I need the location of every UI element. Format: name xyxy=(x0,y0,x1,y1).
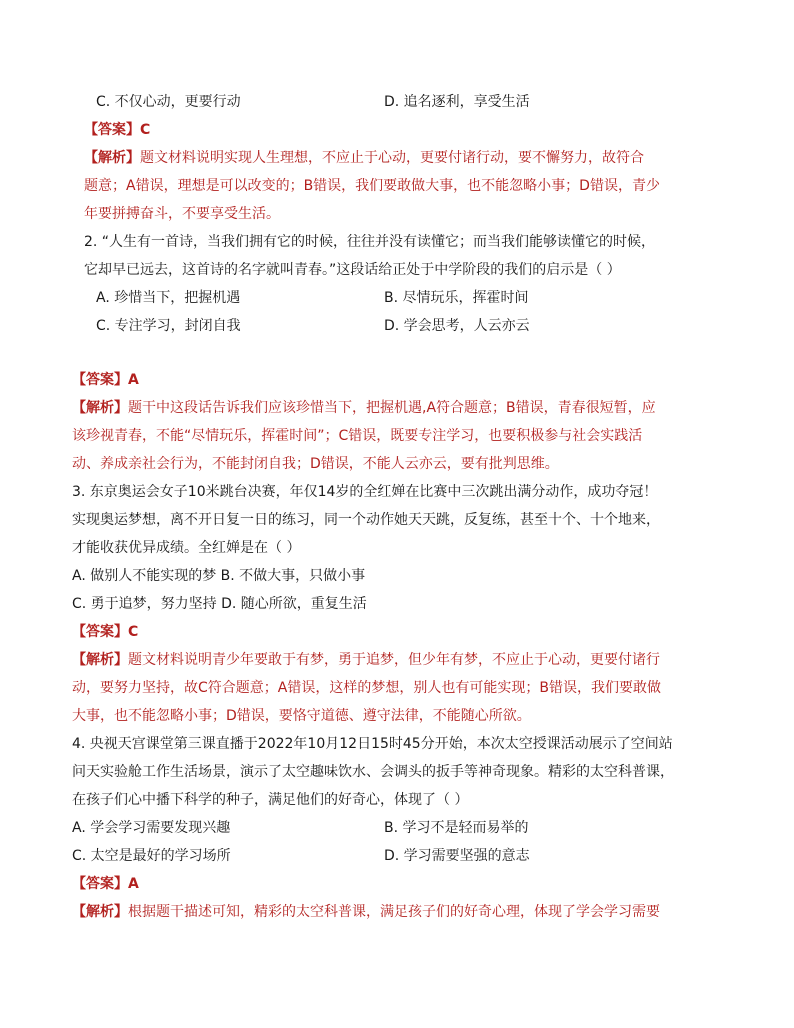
q4-option-c: C. 太空是最好的学习场所 xyxy=(72,848,231,864)
q4-option-d: D. 学习需要坚强的意志 xyxy=(384,848,530,864)
q2-option-b: B. 尽情玩乐，挥霍时间 xyxy=(384,290,529,306)
answer-label: 【答案】 xyxy=(84,122,140,138)
answer-label: 【答案】 xyxy=(72,624,128,640)
q3-options-cd: C. 勇于追梦，努力坚持 D. 随心所欲，重复生活 xyxy=(72,596,367,612)
q2-stem-line: 它却早已远去，这首诗的名字就叫青春。”这段话给正处于中学阶段的我们的启示是（ ） xyxy=(84,262,621,278)
q3-answer xyxy=(72,622,138,642)
answer-value: A xyxy=(128,876,139,892)
answer-value: C xyxy=(128,624,139,640)
q2-analysis-line xyxy=(72,398,656,418)
q4-analysis-line xyxy=(72,902,660,922)
answer-label: 【答案】 xyxy=(72,876,128,892)
analysis-label: 【解析】 xyxy=(84,150,140,166)
q3-stem-line: 才能收获优异成绩。全红婵是在（ ） xyxy=(72,540,301,556)
answer-label: 【答案】 xyxy=(72,372,128,388)
answer-value: A xyxy=(128,372,139,388)
q1-analysis-line: 年要拼搏奋斗，不要享受生活。 xyxy=(84,206,280,222)
analysis-text: 题文材料说明实现人生理想，不应止于心动，更要付诸行动，要不懈努力，故符合 xyxy=(140,150,644,166)
analysis-text: 题文材料说明青少年要敢于有梦，勇于追梦，但少年有梦，不应止于心动，更要付诸行 xyxy=(128,652,660,668)
q4-stem-line: 问天实验舱工作生活场景，演示了太空趣味饮水、会调头的扳手等神奇现象。精彩的太空科普课， xyxy=(72,764,674,780)
analysis-text: 题干中这段话告诉我们应该珍惜当下，把握机遇,A符合题意；B错误，青春很短暂，应 xyxy=(128,400,656,416)
q1-analysis-line: 题意；A错误，理想是可以改变的；B错误，我们要敢做大事，也不能忽略小事；D错误，青少 xyxy=(84,178,660,194)
q1-answer xyxy=(84,120,150,140)
q3-analysis-line: 大事，也不能忽略小事；D错误，要恪守道德、遵守法律，不能随心所欲。 xyxy=(72,708,531,724)
q2-analysis-line: 动、养成亲社会行为，不能封闭自我；D错误，不能人云亦云，要有批判思维。 xyxy=(72,456,559,472)
analysis-label: 【解析】 xyxy=(72,400,128,416)
analysis-label: 【解析】 xyxy=(72,904,128,920)
q3-stem-line: 3. 东京奥运会女子10米跳台决赛，年仅14岁的全红婵在比赛中三次跳出满分动作，成功夺冠！ xyxy=(72,484,658,500)
q3-analysis-line xyxy=(72,650,660,670)
analysis-text: 根据题干描述可知，精彩的太空科普课，满足孩子们的好奇心理，体现了学会学习需要 xyxy=(128,904,660,920)
q3-stem-line: 实现奥运梦想，离不开日复一日的练习，同一个动作她天天跳，反复练，甚至十个、十个地来， xyxy=(72,512,660,528)
q1-option-c: C. 不仅心动，更要行动 xyxy=(96,94,241,110)
q1-analysis-line xyxy=(84,148,644,168)
q3-options-ab: A. 做别人不能实现的梦 B. 不做大事，只做小事 xyxy=(72,568,366,584)
q2-option-a: A. 珍惜当下，把握机遇 xyxy=(96,290,241,306)
q4-stem-line: 4. 央视天宫课堂第三课直播于2022年10月12日15时45分开始，本次太空授课活动展示了空间站 xyxy=(72,736,673,752)
q1-option-d: D. 追名逐利，享受生活 xyxy=(384,94,530,110)
q2-analysis-line: 该珍视青春，不能“尽情玩乐，挥霍时间”；C错误，既要专注学习，也要积极参与社会实践活 xyxy=(72,428,643,444)
analysis-label: 【解析】 xyxy=(72,652,128,668)
q4-answer xyxy=(72,874,139,894)
q4-option-a: A. 学会学习需要发现兴趣 xyxy=(72,820,231,836)
q2-answer xyxy=(72,370,139,390)
q4-stem-line: 在孩子们心中播下科学的种子，满足他们的好奇心，体现了（ ） xyxy=(72,792,469,808)
q2-option-c: C. 专注学习，封闭自我 xyxy=(96,318,241,334)
q2-option-d: D. 学会思考，人云亦云 xyxy=(384,318,530,334)
answer-value: C xyxy=(140,122,151,138)
q2-stem-line: 2. “人生有一首诗，当我们拥有它的时候，往往并没有读懂它；而当我们能够读懂它的时候， xyxy=(84,234,656,250)
q3-analysis-line: 动，要努力坚持，故C符合题意；A错误，这样的梦想，别人也有可能实现；B错误，我们要敢做 xyxy=(72,680,661,696)
q4-option-b: B. 学习不是轻而易举的 xyxy=(384,820,529,836)
